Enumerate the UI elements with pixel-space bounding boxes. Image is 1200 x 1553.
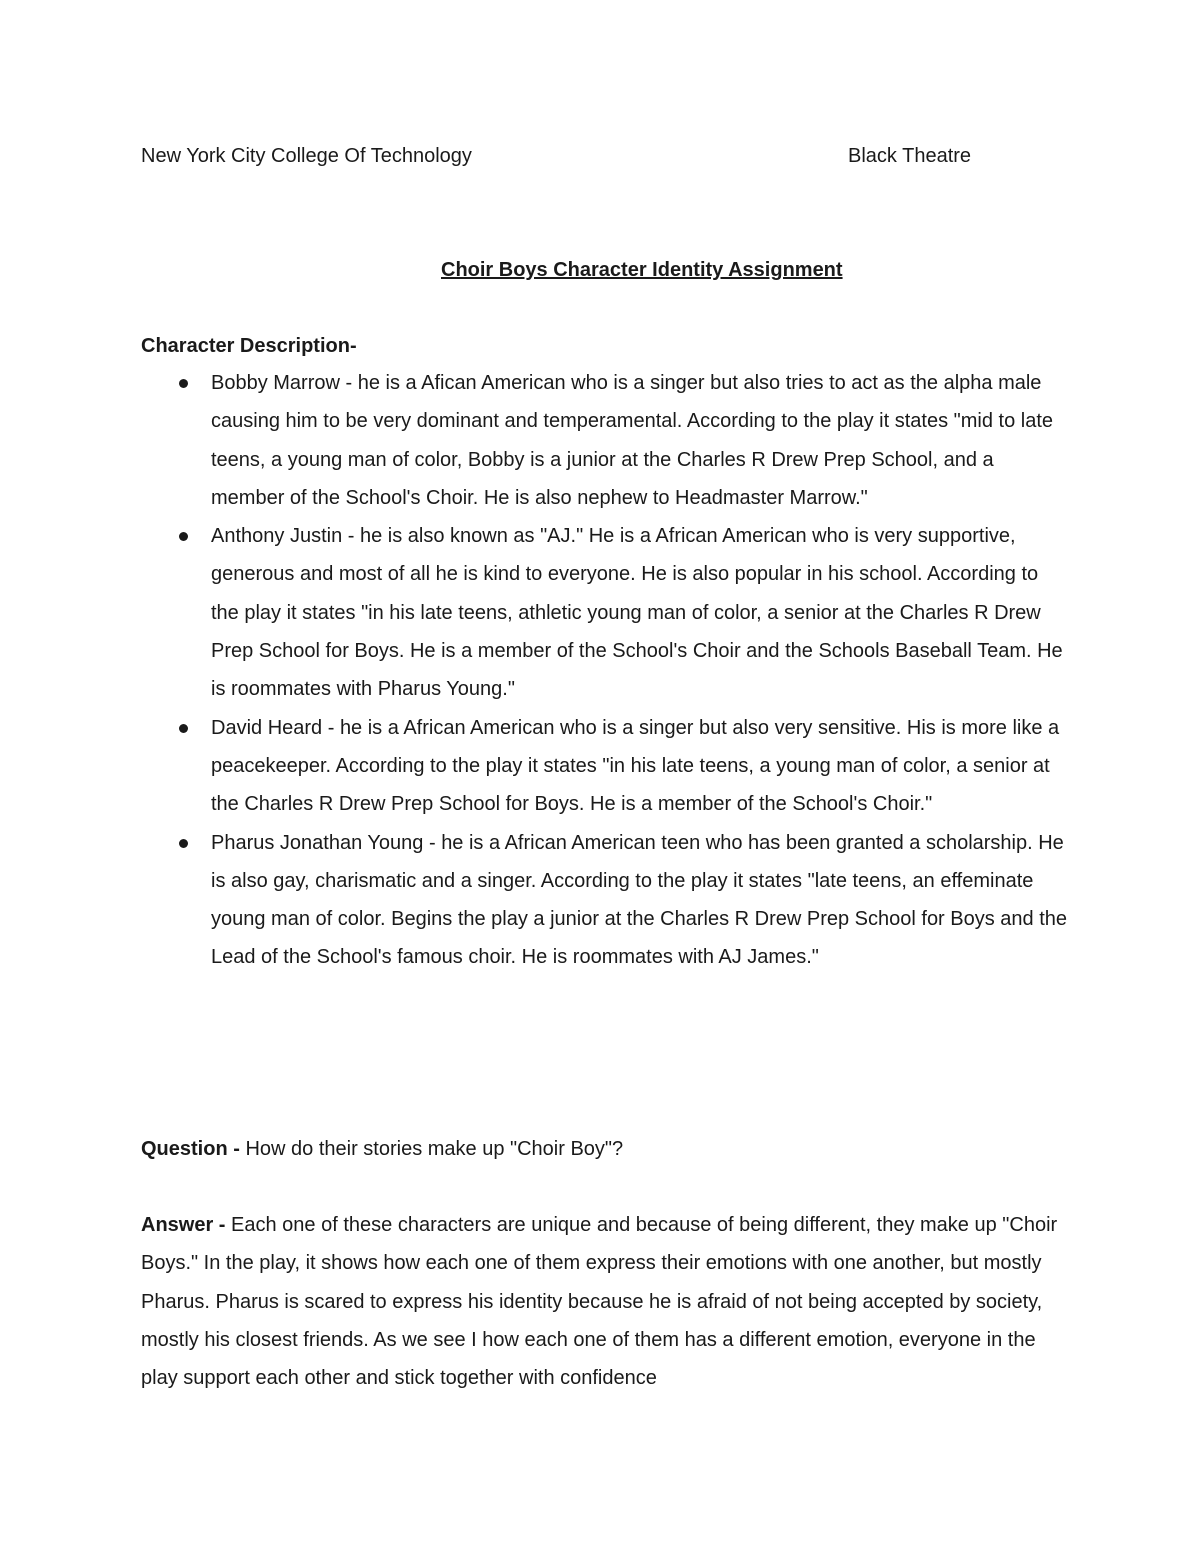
bullet-icon — [179, 379, 188, 388]
character-name: David Heard - — [211, 716, 340, 739]
institution-name: New York City College Of Technology — [141, 145, 472, 167]
character-item-pharus — [141, 824, 1071, 977]
document-title: Choir Boys Character Identity Assignment — [441, 259, 843, 281]
course-name: Black Theatre — [848, 145, 972, 167]
answer-text: Each one of these characters are unique and because of being different, they make up "Choir Boys." In the play, it shows how each one of them express their emotions with one another, but mostly Pharus. Pharus is scared to express his identity because he is afraid of not being accepted by society, mostly his closest friends. As we see I how each one of them has a different emotion, everyone in the play support each other and stick together with confidence — [141, 1214, 1058, 1390]
answer-paragraph — [141, 1206, 1061, 1397]
character-description: he is a African American teen who has been granted a scholarship. He is also gay, charismatic and a singer. According to the play it states "late teens, an effeminate young man of color. Begins the play a junior at the Charles R Drew Prep School for Boys and the Lead of the School's famous choir. He is roommates with AJ James." — [211, 831, 1068, 969]
character-description: he is a African American who is a singer but also very sensitive. His is more like a peacekeeper. According to the play it states "in his late teens, a young man of color, a senior at the Charles R Drew Prep School for Boys. He is a member of the School's Choir." — [211, 716, 1060, 816]
bullet-icon — [179, 724, 188, 733]
question-paragraph — [141, 1130, 1061, 1168]
bullet-icon — [179, 839, 188, 848]
character-item-bobby — [141, 364, 1071, 517]
character-section-label: Character Description- — [141, 335, 357, 357]
character-item-anthony — [141, 517, 1071, 708]
character-name: Pharus Jonathan Young - — [211, 831, 442, 854]
question-label: Question - — [141, 1138, 246, 1160]
character-item-david — [141, 709, 1071, 824]
bullet-icon — [179, 532, 188, 541]
character-name: Bobby Marrow - — [211, 372, 358, 394]
character-description: he is also known as "AJ." He is a African American who is very supportive, generous and most of all he is kind to everyone. He is also popular in his school. According to the play it states "in his late teens, athletic young man of color, a senior at the Charles R Drew Prep School for Boys. He is a member of the School's Choir and the Schools Baseball Team. He is roommates with Pharus Young." — [211, 525, 1063, 701]
character-description: he is a Afican American who is a singer but also tries to act as the alpha male causing him to be very dominant and temperamental. According to the play it states "mid to late teens, a young man of color, Bobby is a junior at the Charles R Drew Prep School, and a member of the School's Choir. He is also nephew to Headmaster Marrow." — [211, 372, 1053, 509]
character-name: Anthony Justin - — [211, 525, 360, 548]
question-text: How do their stories make up "Choir Boy"? — [245, 1138, 624, 1160]
answer-label: Answer - — [141, 1214, 232, 1236]
character-list — [141, 364, 1071, 977]
